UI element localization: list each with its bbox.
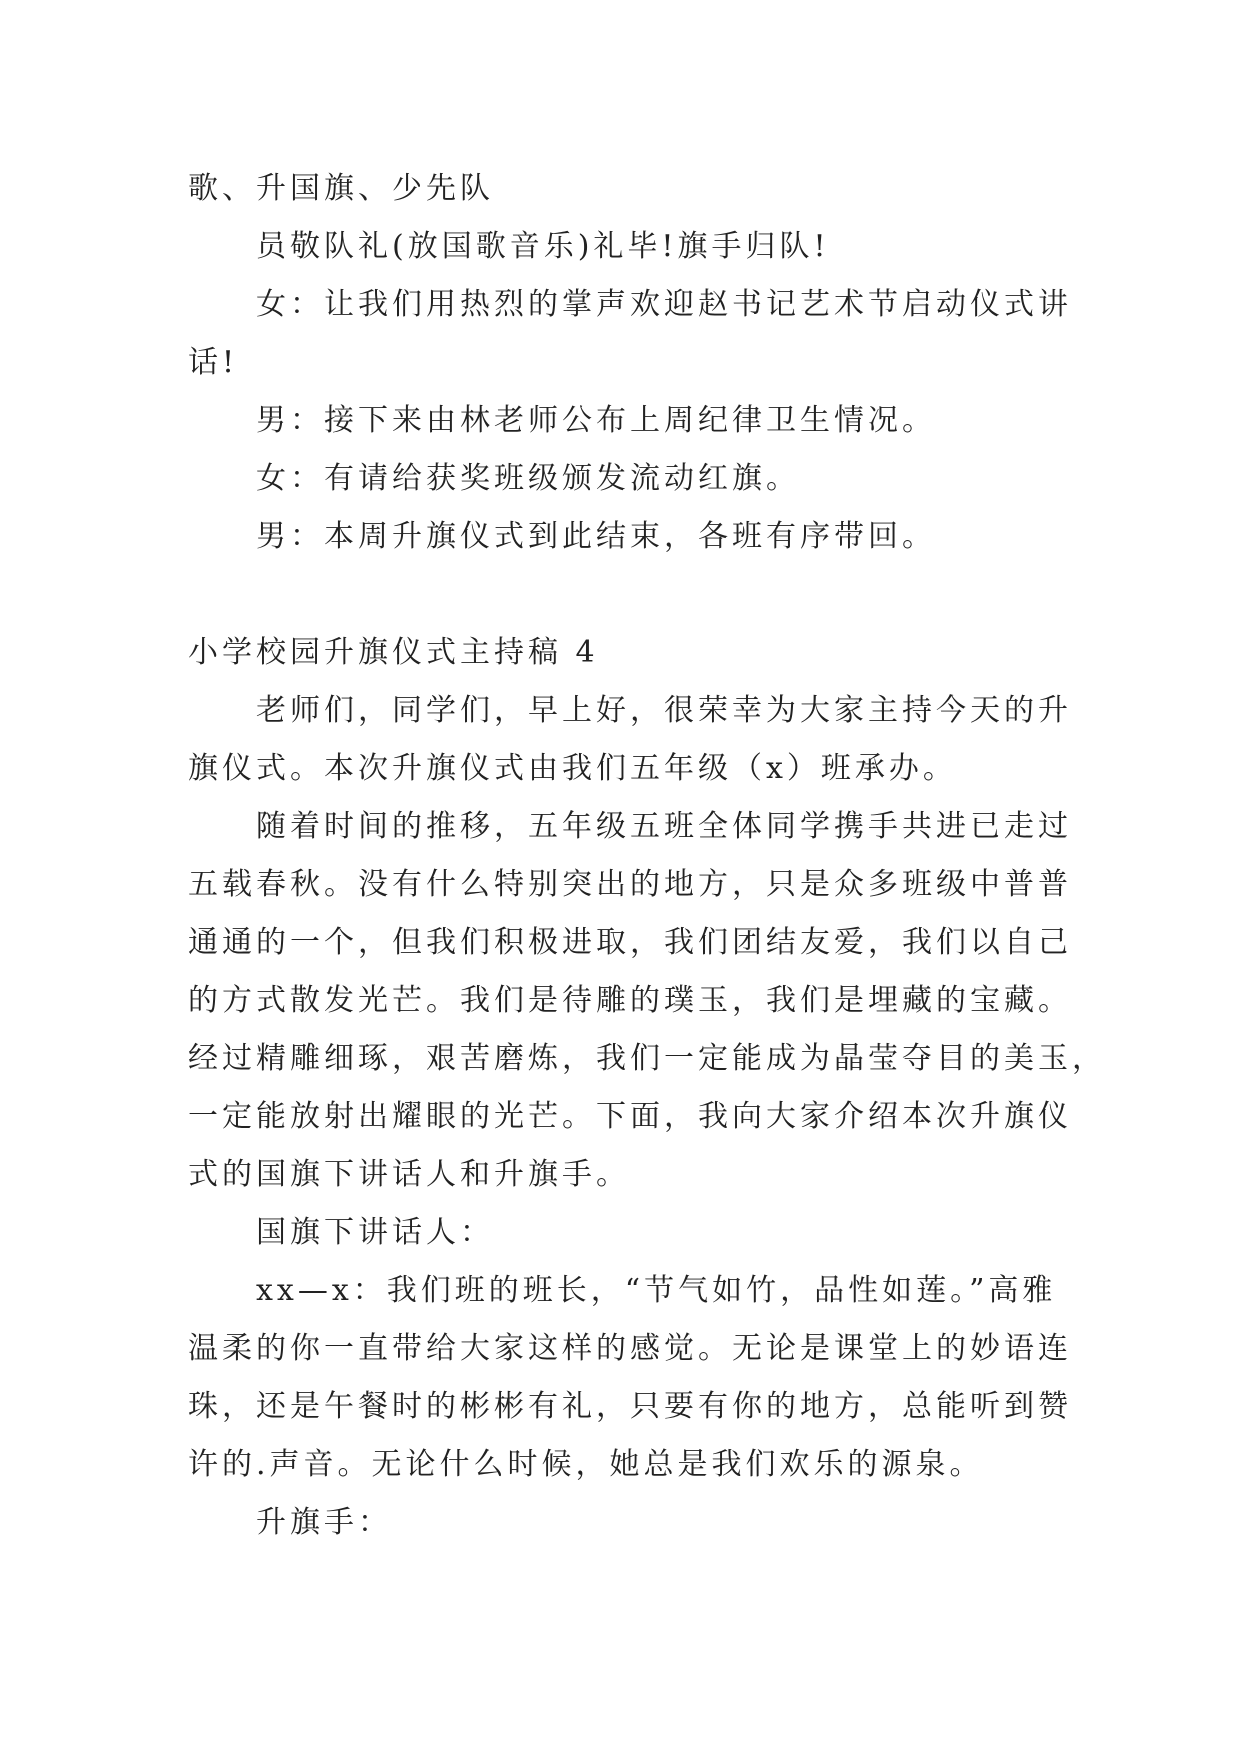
text-line: 歌、升国旗、少先队 [188, 171, 494, 206]
text-line: 随着时间的推移，五年级五班全体同学携手共进已走过 [256, 809, 1072, 844]
text-line: 通通的一个，但我们积极进取，我们团结友爱，我们以自己 [188, 925, 1072, 960]
text-line: xx—x：我们班的班长，“节气如竹，品性如莲。”高雅 [256, 1273, 1057, 1308]
text-line: 一定能放射出耀眼的光芒。下面，我向大家介绍本次升旗仪 [188, 1099, 1072, 1134]
text-line: 温柔的你一直带给大家这样的感觉。无论是课堂上的妙语连 [188, 1331, 1072, 1366]
document-body [188, 160, 1106, 1552]
text-line: 的方式散发光芒。我们是待雕的璞玉，我们是埋藏的宝藏。 [188, 983, 1072, 1018]
text-line: 式的国旗下讲话人和升旗手。 [188, 1157, 630, 1192]
text-line: 男：接下来由林老师公布上周纪律卫生情况。 [256, 403, 936, 438]
text-line: 旗仪式。本次升旗仪式由我们五年级（x）班承办。 [188, 751, 957, 786]
text-line: 升旗手： [256, 1505, 392, 1540]
text-line: 女：让我们用热烈的掌声欢迎赵书记艺术节启动仪式讲 [256, 287, 1072, 322]
text-line: 经过精雕细琢，艰苦磨炼，我们一定能成为晶莹夺目的美玉， [188, 1041, 1106, 1076]
text-line: 女：有请给获奖班级颁发流动红旗。 [256, 461, 800, 496]
section-heading: 小学校园升旗仪式主持稿 4 [188, 635, 599, 670]
text-line: 员敬队礼(放国歌音乐)礼毕!旗手归队! [256, 229, 830, 264]
text-line: 男：本周升旗仪式到此结束，各班有序带回。 [256, 519, 936, 554]
text-line: 国旗下讲话人： [256, 1215, 494, 1250]
text-line: 老师们，同学们，早上好，很荣幸为大家主持今天的升 [256, 693, 1072, 728]
text-line: 五载春秋。没有什么特别突出的地方，只是众多班级中普普 [188, 867, 1072, 902]
text-line: 许的.声音。无论什么时候，她总是我们欢乐的源泉。 [188, 1447, 984, 1482]
blank-line [188, 566, 1068, 624]
text-line: 珠，还是午餐时的彬彬有礼，只要有你的地方，总能听到赞 [188, 1389, 1072, 1424]
text-line: 话! [188, 345, 239, 380]
